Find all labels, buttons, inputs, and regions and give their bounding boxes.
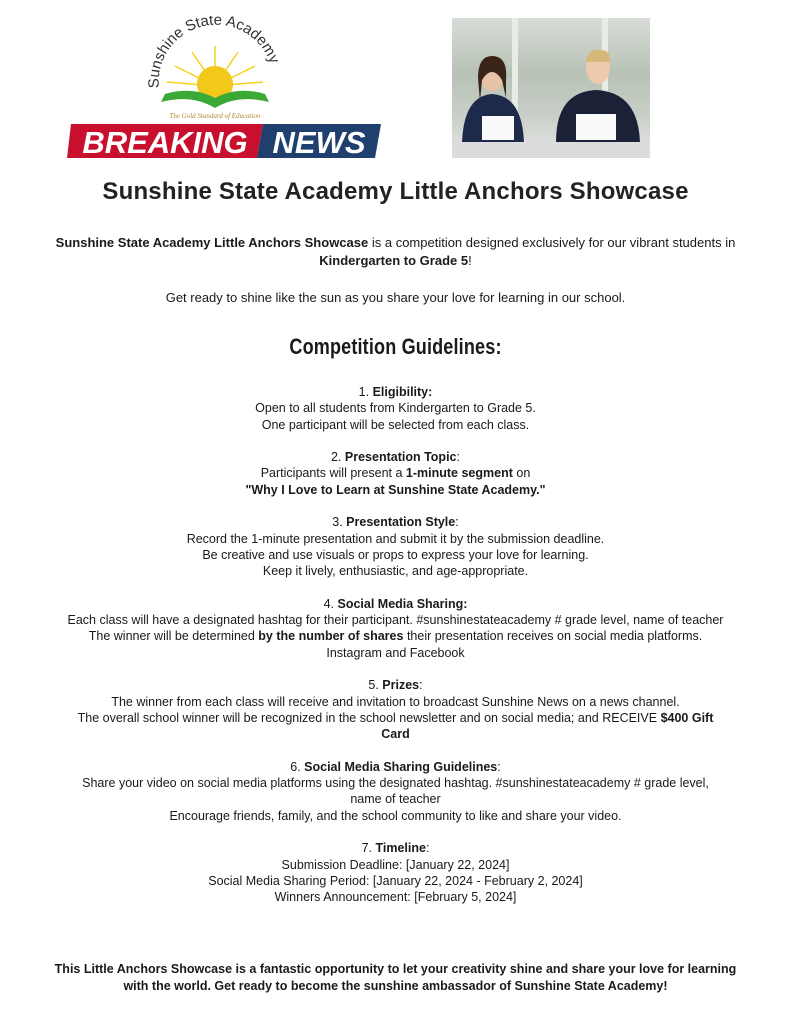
closing-line: with the world. Get ready to become the sunshine ambassador of Sunshine State Academy!: [123, 979, 668, 993]
guideline-line: Participants will present a 1-minute segment on: [260, 466, 531, 481]
guideline-line: Social Media Sharing Period: [January 22, 2024 - February 2, 2024]: [208, 873, 583, 888]
svg-text:NEWS: NEWS: [272, 125, 366, 160]
guideline-line: "Why I Love to Learn at Sunshine State Academy.": [245, 482, 546, 497]
guideline-eligibility: [20, 384, 771, 433]
guideline-line: Card: [381, 727, 410, 742]
guidelines-heading: Competition Guidelines:: [289, 334, 502, 359]
guideline-line: Each class will have a designated hashtag for their participant. #sunshinestateacademy # grade level, name of teacher: [67, 613, 724, 628]
guideline-line: One participant will be selected from each class.: [261, 417, 530, 432]
intro-paragraph: [40, 234, 751, 270]
intro-text: is a competition designed exclusively for our vibrant students in: [368, 235, 736, 250]
guideline-line: The overall school winner will be recognized in the school newsletter and on social media; and RECEIVE $400 Gift: [77, 710, 714, 725]
guideline-heading: 1. Eligibility:: [358, 385, 433, 399]
guideline-line: The winner will be determined by the number of shares their presentation receives on social media platforms.: [88, 629, 703, 644]
intro-bold-name: Sunshine State Academy Little Anchors Showcase: [55, 235, 369, 250]
guideline-social-media-sharing: [20, 596, 771, 661]
guideline-timeline: [20, 840, 771, 905]
guidelines-list: [20, 384, 771, 922]
guideline-line: Winners Announcement: [February 5, 2024]: [274, 890, 517, 905]
closing-line: This Little Anchors Showcase is a fantastic opportunity to let your creativity shine and share your love for learning: [54, 962, 737, 976]
guideline-line: Encourage friends, family, and the school community to like and share your video.: [169, 808, 622, 823]
guideline-line: Instagram and Facebook: [326, 645, 465, 660]
guideline-line: Share your video on social media platforms using the designated hashtag. #sunshinestateacademy # grade level,: [82, 776, 709, 791]
guideline-heading: 6. Social Media Sharing Guidelines:: [290, 759, 501, 774]
guideline-line: Record the 1-minute presentation and submit it by the submission deadline.: [186, 531, 605, 546]
svg-text:Sunshine State Academy: Sunshine State Academy: [145, 16, 283, 89]
closing-statement: [50, 961, 741, 995]
guideline-line: The winner from each class will receive and invitation to broadcast Sunshine News on a news channel.: [111, 694, 680, 709]
guideline-presentation-style: [20, 514, 771, 579]
guideline-line: Be creative and use visuals or props to express your love for learning.: [202, 547, 589, 562]
guideline-presentation-topic: [20, 449, 771, 498]
intro-bold-grades: Kindergarten to Grade 5: [319, 253, 469, 268]
guideline-heading: 2. Presentation Topic:: [331, 450, 460, 465]
guideline-heading: 4. Social Media Sharing:: [323, 596, 468, 611]
guideline-line: name of teacher: [350, 792, 441, 807]
guideline-heading: 5. Prizes:: [368, 678, 423, 693]
guideline-line: Keep it lively, enthusiastic, and age-appropriate.: [262, 564, 529, 579]
guideline-line: Open to all students from Kindergarten to Grade 5.: [255, 401, 536, 416]
svg-text:The Gold Standard of Education: The Gold Standard of Education: [169, 112, 261, 120]
ready-paragraph: Get ready to shine like the sun as you share your love for learning in our school.: [165, 290, 626, 305]
svg-text:BREAKING: BREAKING: [82, 125, 248, 160]
school-logo-breaking-news: [67, 16, 381, 160]
guideline-prizes: [20, 677, 771, 742]
intro-text-end: !: [468, 253, 472, 268]
news-anchors-photo: [452, 18, 650, 158]
guideline-sharing-guidelines: [20, 759, 771, 824]
guideline-heading: 3. Presentation Style:: [332, 515, 459, 530]
guideline-heading: 7. Timeline:: [361, 841, 430, 856]
guideline-line: Submission Deadline: [January 22, 2024]: [281, 857, 510, 872]
page-title: Sunshine State Academy Little Anchors Showcase: [102, 178, 689, 205]
